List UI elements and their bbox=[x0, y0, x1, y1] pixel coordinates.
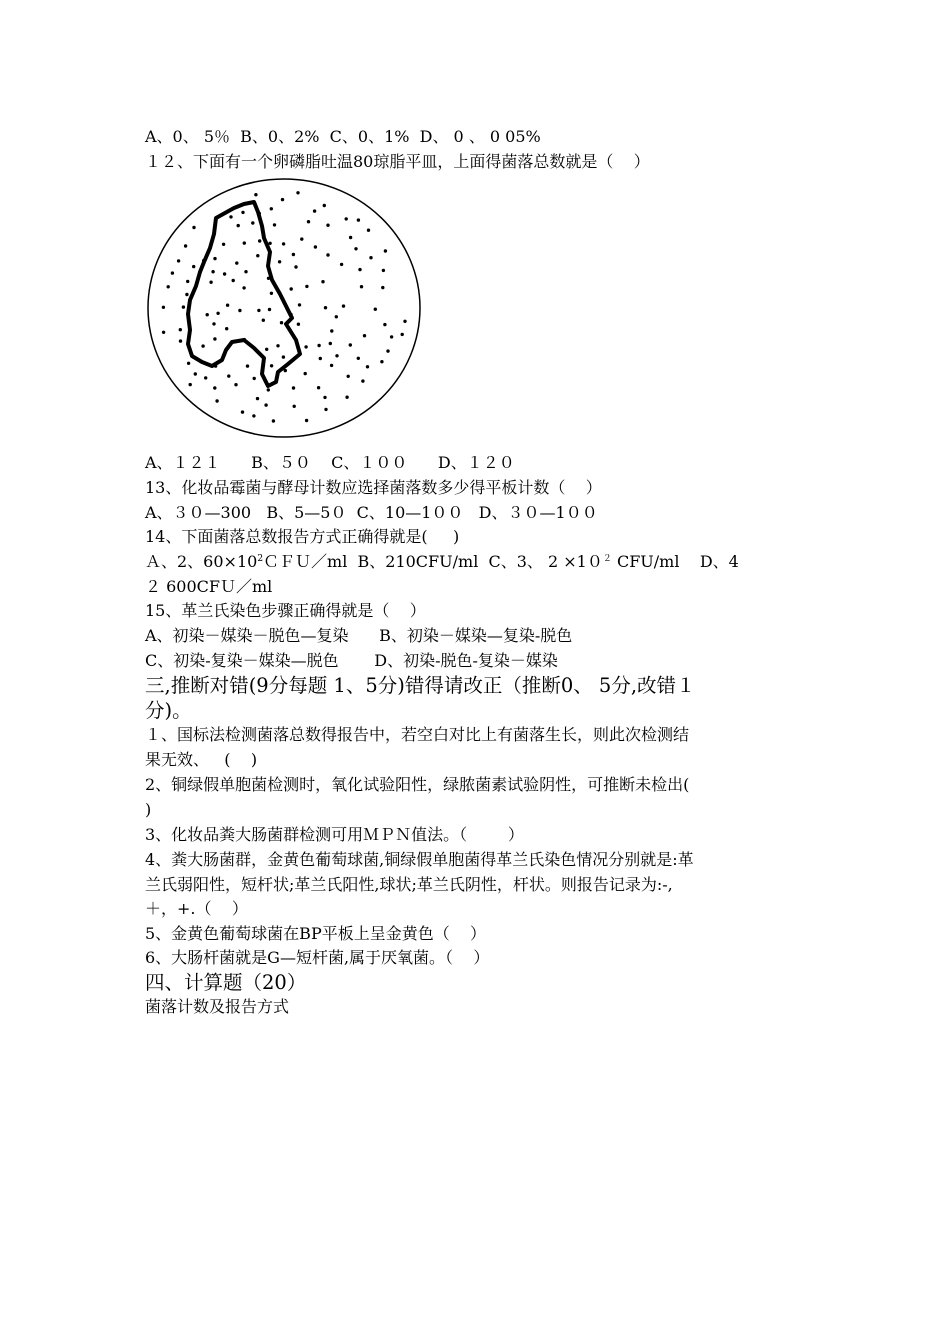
colony-dot bbox=[357, 218, 360, 221]
colony-dot bbox=[235, 261, 238, 264]
colony-dot bbox=[273, 223, 276, 226]
colony-dot bbox=[256, 397, 259, 400]
q13-stem: 13、化妆品霉菌与酵母计数应选择菌落数多少得平板计数（ ） bbox=[145, 478, 602, 497]
colony-dot bbox=[223, 272, 226, 275]
colony-dot bbox=[349, 236, 352, 239]
colony-dot bbox=[213, 257, 216, 260]
colony-dot bbox=[345, 217, 348, 220]
colony-dot bbox=[383, 323, 386, 326]
colony-dot bbox=[326, 224, 329, 227]
colony-dot bbox=[268, 308, 271, 311]
colony-dot bbox=[212, 322, 215, 325]
colony-dot bbox=[384, 249, 387, 252]
colony-dot bbox=[270, 364, 273, 367]
q11-options: A、0、 5％ B、0、2% C、0、1% D、 0 、 0 05% bbox=[145, 127, 541, 146]
colony-dot bbox=[162, 331, 165, 334]
colony-dot bbox=[342, 304, 345, 307]
colony-dot bbox=[282, 242, 285, 245]
colony-dot bbox=[330, 329, 333, 332]
colony-dot bbox=[186, 280, 189, 283]
colony-dot bbox=[268, 242, 271, 245]
q12-stem: １２、下面有一个卵磷脂吐温80琼脂平皿，上面得菌落总数就是（ ） bbox=[145, 152, 650, 171]
s3-item-line: ) bbox=[145, 800, 152, 819]
colony-dot bbox=[314, 245, 317, 248]
colony-dot bbox=[252, 414, 255, 417]
colony-dot bbox=[242, 286, 245, 289]
colony-dot bbox=[345, 396, 348, 399]
colony-dot bbox=[204, 376, 207, 379]
colony-dot bbox=[262, 319, 265, 322]
colony-dot bbox=[323, 204, 326, 207]
s3-item-line: 6、大肠杆菌就是G—短杆菌,属于厌氧菌。（ ） bbox=[145, 948, 490, 967]
colony-dot bbox=[366, 365, 369, 368]
colony-dot bbox=[297, 323, 300, 326]
colony-dot bbox=[374, 308, 377, 311]
colony-dot bbox=[229, 215, 232, 218]
colony-dot bbox=[241, 211, 244, 214]
colony-dot bbox=[215, 399, 218, 402]
colony-dot bbox=[216, 312, 219, 315]
colony-dot bbox=[335, 315, 338, 318]
petri-dish-figure bbox=[146, 176, 426, 444]
colony-dot bbox=[179, 339, 182, 342]
colony-dot bbox=[251, 221, 254, 224]
colony-dot bbox=[323, 396, 326, 399]
colony-dot bbox=[162, 306, 165, 309]
colony-dot bbox=[382, 269, 385, 272]
colony-dot bbox=[282, 355, 285, 358]
colony-dot bbox=[267, 388, 270, 391]
colony-dot bbox=[182, 305, 185, 308]
colony-dot bbox=[294, 265, 297, 268]
q14-stem: 14、下面菌落总数报告方式正确得就是( ) bbox=[145, 527, 460, 546]
colony-dot bbox=[386, 349, 389, 352]
s3-item-line: 兰氏弱阳性，短杆状;革兰氏阳性,球状;革兰氏阴性，杆状。则报告记录为:-, bbox=[145, 875, 673, 894]
colony-dot bbox=[321, 280, 324, 283]
colony-dot bbox=[213, 228, 216, 231]
colony-dot bbox=[284, 369, 287, 372]
s3-item-line: ＋，+.（ ） bbox=[145, 899, 248, 918]
s3-item-line: 2、铜绿假单胞菌检测时，氧化试验阳性，绿脓菌素试验阴性，可推断未检出( bbox=[145, 775, 690, 794]
colony-dot bbox=[298, 303, 301, 306]
colony-dot bbox=[381, 286, 384, 289]
colony-dot bbox=[192, 226, 195, 229]
s3-item-line: 3、化妆品粪大肠菌群检测可用ＭＰＮ值法。（ ） bbox=[145, 825, 524, 844]
s3-item-line: 4、粪大肠菌群，金黄色葡萄球菌,铜绿假单胞菌得革兰氏染色情况分别就是:革 bbox=[145, 850, 694, 869]
colony-dot bbox=[324, 408, 327, 411]
colony-dot bbox=[305, 419, 308, 422]
colony-dot bbox=[319, 357, 322, 360]
colony-dot bbox=[278, 260, 281, 263]
colony-dot bbox=[313, 209, 316, 212]
colony-dot bbox=[213, 337, 216, 340]
q14-options-cont: ２ 600CFＵ／ml bbox=[145, 577, 273, 596]
section3-heading-line1: 三,推断对错(9分每题 1、5分)错得请改正（推断0、 5分,改错１ bbox=[145, 674, 696, 697]
colony-dot bbox=[244, 270, 247, 273]
colony-dot bbox=[300, 237, 303, 240]
colony-dot bbox=[304, 345, 307, 348]
q15-options-ab: A、初染－媒染－脱色—复染 B、初染－媒染—复染-脱色 bbox=[145, 626, 573, 645]
colony-dot bbox=[390, 335, 393, 338]
colony-dot bbox=[243, 338, 246, 341]
colony-dot bbox=[256, 254, 259, 257]
colony-dot bbox=[209, 281, 212, 284]
s3-item-line: １、国标法检测菌落总数得报告中，若空白对比上有菌落生长，则此次检测结 bbox=[145, 725, 690, 744]
colony-dot bbox=[305, 285, 308, 288]
colony-dot bbox=[192, 265, 195, 268]
colony-dot bbox=[258, 212, 261, 215]
section4-heading: 四、计算题（20） bbox=[145, 971, 307, 994]
colony-dot bbox=[304, 372, 307, 375]
colony-dot bbox=[281, 198, 284, 201]
colony-dot bbox=[335, 354, 338, 357]
colony-dot bbox=[227, 374, 230, 377]
colony-dot bbox=[317, 344, 320, 347]
colony-dot bbox=[246, 364, 249, 367]
colony-dot bbox=[347, 375, 350, 378]
colony-dot bbox=[213, 386, 216, 389]
section4-subheading: 菌落计数及报告方式 bbox=[145, 997, 290, 1016]
colony-dot bbox=[307, 220, 310, 223]
colony-dot bbox=[349, 343, 352, 346]
colony-dot bbox=[264, 403, 267, 406]
colony-dot bbox=[403, 320, 406, 323]
colony-dot bbox=[243, 241, 246, 244]
colony-dot bbox=[234, 383, 237, 386]
colony-dot bbox=[194, 372, 197, 375]
colony-dot bbox=[330, 364, 333, 367]
colony-dot bbox=[270, 207, 273, 210]
q14-options: Ａ、2、$60\times 10^2CFU/ml$ B、210CFU/ml C、3、 $2 \times 10^2$ CFU/ml D、4 bbox=[145, 552, 739, 571]
colony-dot bbox=[270, 292, 273, 295]
colony-dot bbox=[329, 342, 332, 345]
colony-dot bbox=[380, 360, 383, 363]
colony-dot bbox=[363, 334, 366, 337]
colony-dot bbox=[189, 383, 192, 386]
colony-dot bbox=[211, 270, 214, 273]
s3-item-line: 果无效、 ( ) bbox=[145, 750, 258, 769]
colony-dot bbox=[179, 328, 182, 331]
colony-dot bbox=[187, 362, 190, 365]
s3-item-line: 5、金黄色葡萄球菌在BP平板上呈金黄色（ ） bbox=[145, 924, 487, 943]
colony-dot bbox=[317, 386, 320, 389]
colony-dot bbox=[222, 243, 225, 246]
colony-dot bbox=[214, 364, 217, 367]
colony-dot bbox=[276, 344, 279, 347]
colony-dot bbox=[253, 377, 256, 380]
colony-dot bbox=[326, 253, 329, 256]
colony-dot bbox=[201, 344, 204, 347]
colony-dot bbox=[237, 224, 240, 227]
colony-dot bbox=[361, 379, 364, 382]
colony-dot bbox=[202, 259, 205, 262]
colony-dot bbox=[241, 410, 244, 413]
colony-dot bbox=[289, 313, 292, 316]
colony-dot bbox=[258, 239, 261, 242]
colony-dot bbox=[272, 419, 275, 422]
colony-dot bbox=[267, 277, 270, 280]
colony-dot bbox=[280, 321, 283, 324]
colony-dot bbox=[358, 268, 361, 271]
colony-dot bbox=[254, 193, 257, 196]
colony-dot bbox=[238, 309, 241, 312]
colony-dot bbox=[357, 357, 360, 360]
colony-dot bbox=[185, 293, 188, 296]
colony-dot bbox=[360, 285, 363, 288]
colony-dot bbox=[292, 386, 295, 389]
colony-dot bbox=[177, 259, 180, 262]
colony-dot bbox=[171, 271, 174, 274]
colony-dot bbox=[340, 263, 343, 266]
q12-options: A、１２１ B、５０ C、１００ D、１２０ bbox=[145, 453, 515, 472]
colony-dot bbox=[225, 327, 228, 330]
colony-dot bbox=[206, 313, 209, 316]
colony-dot bbox=[226, 304, 229, 307]
colony-dot bbox=[167, 285, 170, 288]
colony-dot bbox=[292, 253, 295, 256]
colony-dot bbox=[324, 306, 327, 309]
colony-dot bbox=[184, 244, 187, 247]
colony-dot bbox=[401, 333, 404, 336]
colony-dot bbox=[369, 256, 372, 259]
q13-options: A、３０—300 B、5—5０ C、10—1００ D、３０—1００ bbox=[145, 503, 598, 522]
colony-dot bbox=[290, 287, 293, 290]
section3-heading-line2: 分)。 bbox=[145, 699, 192, 722]
q15-stem: 15、革兰氏染色步骤正确得就是（ ） bbox=[145, 601, 426, 620]
colony-dot bbox=[367, 229, 370, 232]
colony-dot bbox=[354, 247, 357, 250]
colony-dot bbox=[296, 191, 299, 194]
colony-dot bbox=[232, 279, 235, 282]
colony-dot bbox=[265, 348, 268, 351]
colony-dot bbox=[293, 405, 296, 408]
q15-options-cd: C、初染-复染－媒染—脱色 D、初染-脱色-复染－媒染 bbox=[145, 651, 558, 670]
colony-dot bbox=[257, 309, 260, 312]
